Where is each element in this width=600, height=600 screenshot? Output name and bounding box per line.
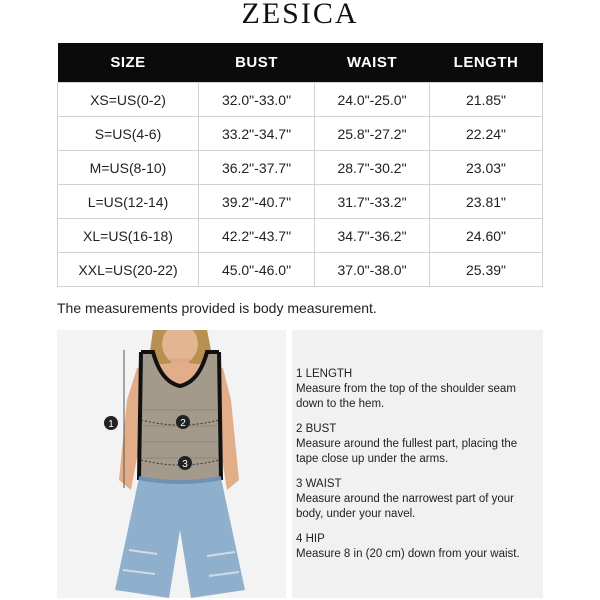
- guide-waist-title: 3 WAIST: [296, 478, 342, 490]
- guide-bust-title: 2 BUST: [296, 423, 337, 435]
- size-cell: M=US(8-10): [58, 151, 199, 185]
- table-row: [58, 219, 543, 253]
- bust-cell: 32.0"-33.0": [199, 83, 315, 117]
- length-cell: 23.03": [430, 151, 543, 185]
- model-illustration: [57, 330, 286, 598]
- table-row: [58, 151, 543, 185]
- waist-cell: 28.7"-30.2": [315, 151, 430, 185]
- size-cell: XXL=US(20-22): [58, 253, 199, 287]
- guide-hip-text: Measure 8 in (20 cm) down from your waist.: [296, 548, 520, 560]
- svg-text:1: 1: [108, 419, 114, 430]
- guide-length: [296, 367, 536, 412]
- length-cell: 22.24": [430, 117, 543, 151]
- marker-3: [178, 456, 192, 470]
- length-cell: 24.60": [430, 219, 543, 253]
- guide-hip: [296, 532, 536, 562]
- length-cell: 21.85": [430, 83, 543, 117]
- guide-waist-text: Measure around the narrowest part of your body, under your navel.: [296, 493, 514, 520]
- guide-waist: [296, 477, 536, 522]
- header-bust: BUST: [199, 43, 315, 83]
- table-row: [58, 185, 543, 219]
- waist-cell: 37.0"-38.0": [315, 253, 430, 287]
- bust-cell: 39.2"-40.7": [199, 185, 315, 219]
- waist-cell: 34.7"-36.2": [315, 219, 430, 253]
- svg-text:3: 3: [182, 459, 188, 470]
- svg-text:2: 2: [180, 418, 186, 429]
- size-cell: XL=US(16-18): [58, 219, 199, 253]
- measurement-guide: [292, 330, 543, 598]
- marker-2: [176, 415, 190, 429]
- size-cell: XS=US(0-2): [58, 83, 199, 117]
- waist-cell: 31.7"-33.2": [315, 185, 430, 219]
- measurement-note: The measurements provided is body measurement.: [57, 300, 377, 316]
- guide-bust: [296, 422, 536, 467]
- length-cell: 23.81": [430, 185, 543, 219]
- model-photo: [57, 330, 286, 598]
- length-cell: 25.39": [430, 253, 543, 287]
- brand-logo: ZESICA: [241, 0, 359, 30]
- guide-length-text: Measure from the top of the shoulder seam down to the hem.: [296, 383, 516, 410]
- bust-cell: 33.2"-34.7": [199, 117, 315, 151]
- waist-cell: 24.0"-25.0": [315, 83, 430, 117]
- guide-length-title: 1 LENGTH: [296, 368, 353, 380]
- header-length: LENGTH: [430, 43, 543, 83]
- bust-cell: 45.0"-46.0": [199, 253, 315, 287]
- guide-hip-title: 4 HIP: [296, 533, 325, 545]
- header-waist: WAIST: [315, 43, 430, 83]
- size-chart-table: [57, 43, 543, 287]
- table-row: [58, 83, 543, 117]
- header-size: SIZE: [58, 43, 199, 83]
- marker-1: [104, 416, 118, 430]
- table-row: [58, 117, 543, 151]
- table-header-row: [58, 43, 543, 83]
- size-cell: S=US(4-6): [58, 117, 199, 151]
- table-row: [58, 253, 543, 287]
- guide-bust-text: Measure around the fullest part, placing the tape close up under the arms.: [296, 438, 518, 465]
- waist-cell: 25.8"-27.2": [315, 117, 430, 151]
- bust-cell: 36.2"-37.7": [199, 151, 315, 185]
- size-cell: L=US(12-14): [58, 185, 199, 219]
- bust-cell: 42.2"-43.7": [199, 219, 315, 253]
